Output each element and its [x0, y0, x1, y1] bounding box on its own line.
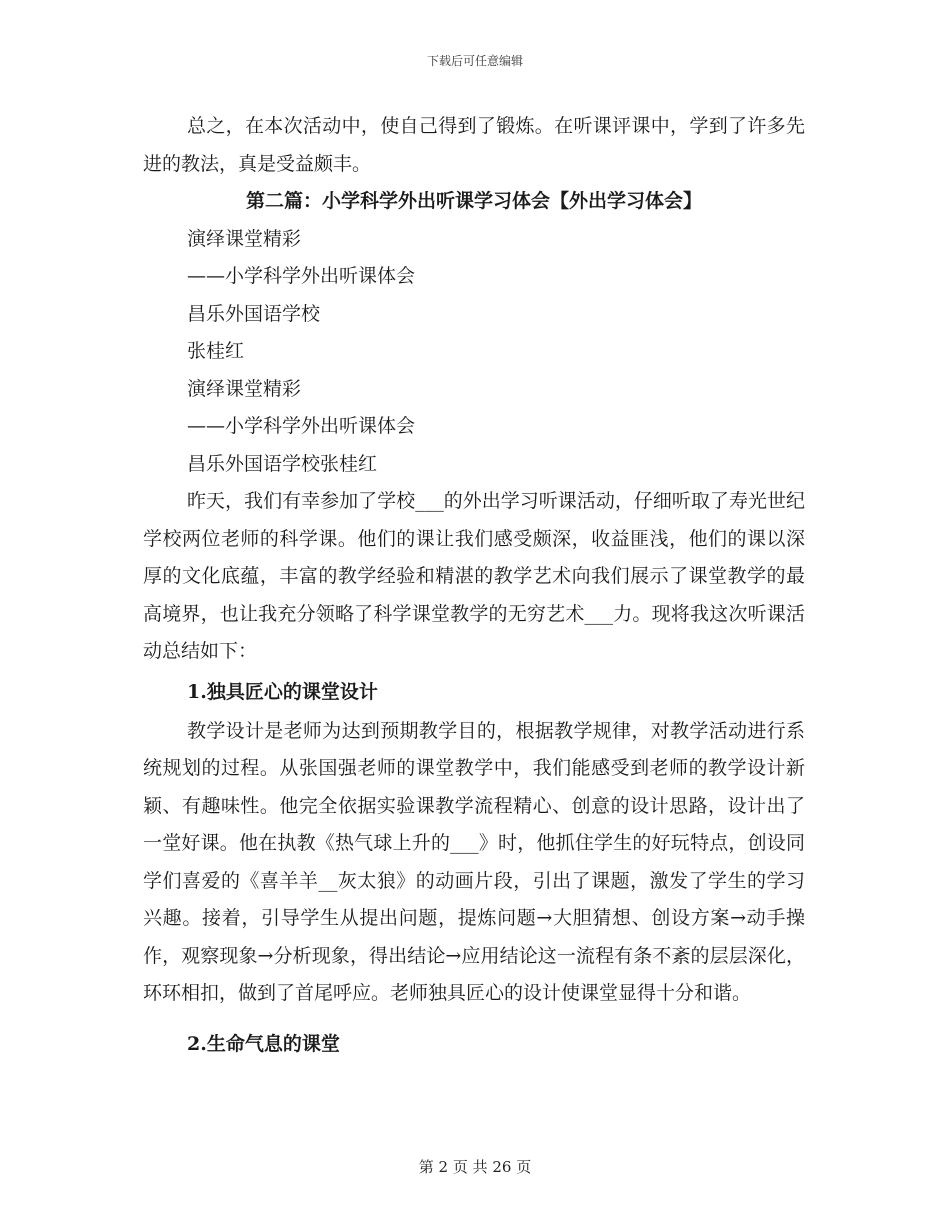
school-line: 昌乐外国语学校 [187, 302, 321, 325]
paragraph-2: 教学设计是老师为达到预期教学目的，根据教学规律，对教学活动进行系统规划的过程。从张国强老师的课堂教学中，我们能感受到老师的教学设计新颖、有趣味性。他完全依据实验课教学流程精心、创意的设计思路，设计出了一堂好课。他在执教《热气球上升的___》时，他抓住学生的好玩特点，创设同学们喜爱的《喜羊羊__灰太狼》的动画片段，引出了课题，激发了学生的学习兴趣。接着，引导学生从提出问题，提炼问题→大胆猜想、创设方案→动手操作，观察现象→分析现象，得出结论→应用结论这一流程有条不紊的层层深化，环环相扣，做到了首尾呼应。老师独具匠心的设计使课堂显得十分和谐。 [143, 719, 805, 1004]
title-line-repeat: 演绎课堂精彩 [187, 377, 302, 400]
author-line: 张桂红 [187, 340, 245, 362]
intro-paragraph: 总之，在本次活动中，使自己得到了锻炼。在听课评课中，学到了许多先进的教法，真是受益颇丰。 [143, 115, 805, 175]
page-header: 下载后可任意编辑 [426, 54, 523, 68]
title-line: 演绎课堂精彩 [187, 227, 302, 250]
chapter-title: 第二篇：小学科学外出听课学习体会【外出学习体会】 [245, 190, 702, 212]
subtitle-line-repeat: ——小学科学外出听课体会 [187, 415, 416, 437]
paragraph-1: 昨天，我们有幸参加了学校___的外出学习听课活动，仔细听取了寿光世纪学校两位老师的科学课。他们的课让我们感受颇深，收益匪浅，他们的课以深厚的文化底蕴，丰富的教学经验和精湛的教学艺术向我们展示了课堂教学的最高境界，也让我充分领略了科学课堂教学的无穷艺术___力。现将我这次听课活动总结如下： [143, 490, 805, 662]
subtitle-line: ——小学科学外出听课体会 [187, 265, 416, 287]
section-2-title: 2.生命气息的课堂 [187, 1032, 340, 1055]
school-author-line: 昌乐外国语学校张桂红 [187, 452, 378, 475]
section-1-title: 1.独具匠心的课堂设计 [187, 680, 378, 703]
page-footer: 第 2 页 共 26 页 [418, 1158, 532, 1176]
document-body [143, 108, 805, 1065]
